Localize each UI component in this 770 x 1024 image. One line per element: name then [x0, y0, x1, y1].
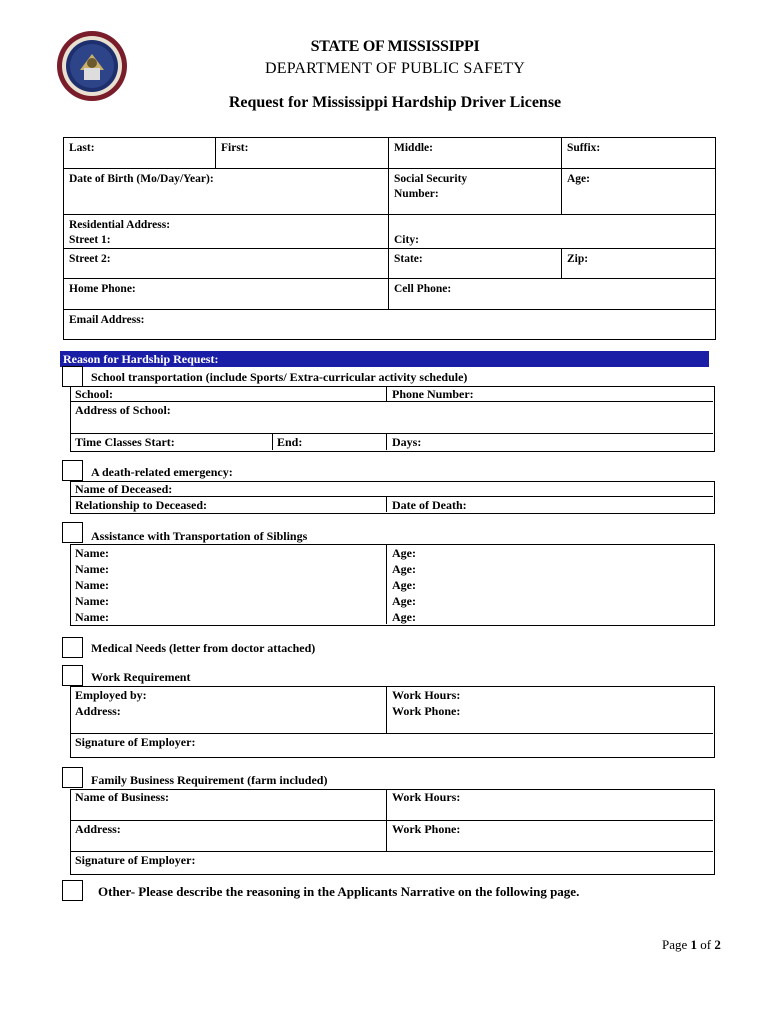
class-days-label[interactable]: Days: — [392, 435, 422, 449]
work-vdivider — [386, 686, 387, 733]
reason-section-header: Reason for Hardship Request: — [60, 351, 709, 367]
first-name-field[interactable] — [216, 138, 389, 169]
page-prefix: Page — [662, 937, 691, 952]
family-business-option: Family Business Requirement (farm included) — [91, 773, 328, 787]
death-date-label[interactable]: Date of Death: — [392, 498, 467, 512]
home-phone-label: Home Phone: — [69, 283, 136, 295]
school-address-label[interactable]: Address of School: — [75, 403, 171, 417]
age-label: Age: — [567, 173, 590, 185]
zip-field[interactable] — [562, 249, 716, 279]
siblings-vdivider — [386, 544, 387, 624]
other-option: Other- Please describe the reasoning in the Applicants Narrative on the following page. — [98, 884, 580, 899]
age-field[interactable] — [562, 169, 716, 215]
death-emergency-checkbox[interactable] — [62, 460, 83, 481]
relationship-label[interactable]: Relationship to Deceased: — [75, 498, 207, 512]
sibling-name-3[interactable]: Name: — [75, 578, 109, 592]
school-transport-checkbox[interactable] — [62, 366, 83, 387]
school-transport-option: School transportation (include Sports/ Extra-curricular activity schedule) — [91, 370, 468, 384]
school-vdivider-2 — [272, 433, 273, 450]
last-name-label: Last: — [69, 142, 95, 154]
sibling-age-3[interactable]: Age: — [392, 578, 416, 592]
city-label: City: — [394, 234, 419, 246]
work-hours-label[interactable]: Work Hours: — [392, 688, 461, 702]
medical-needs-checkbox[interactable] — [62, 637, 83, 658]
sibling-name-5[interactable]: Name: — [75, 610, 109, 624]
middle-name-label: Middle: — [394, 142, 433, 154]
medical-needs-option: Medical Needs (letter from doctor attached) — [91, 641, 316, 655]
business-address-label[interactable]: Address: — [75, 822, 121, 836]
business-hours-label[interactable]: Work Hours: — [392, 790, 461, 804]
dob-field[interactable] — [64, 169, 389, 215]
sibling-age-4[interactable]: Age: — [392, 594, 416, 608]
siblings-checkbox[interactable] — [62, 522, 83, 543]
email-field[interactable] — [64, 310, 716, 340]
street1-field[interactable] — [64, 215, 389, 249]
school-name-label[interactable]: School: — [75, 387, 114, 401]
deceased-name-label[interactable]: Name of Deceased: — [75, 482, 173, 496]
sibling-name-4[interactable]: Name: — [75, 594, 109, 608]
suffix-field[interactable] — [562, 138, 716, 169]
business-name-label[interactable]: Name of Business: — [75, 790, 170, 804]
sibling-name-2[interactable]: Name: — [75, 562, 109, 576]
page-of: of — [697, 937, 715, 952]
sibling-name-1[interactable]: Name: — [75, 546, 109, 560]
employed-by-label[interactable]: Employed by: — [75, 688, 147, 702]
department-title: DEPARTMENT OF PUBLIC SAFETY — [264, 60, 526, 77]
cell-phone-label: Cell Phone: — [394, 283, 452, 295]
suffix-label: Suffix: — [567, 142, 601, 154]
death-vdivider — [386, 496, 387, 512]
zip-label: Zip: — [567, 253, 589, 265]
ssn-field[interactable] — [389, 169, 562, 215]
form-title: Request for Mississippi Hardship Driver License — [228, 94, 562, 111]
state-label: State: — [394, 253, 423, 265]
other-checkbox[interactable] — [62, 880, 83, 901]
state-field[interactable] — [389, 249, 562, 279]
street2-field[interactable] — [64, 249, 389, 279]
business-phone-label[interactable]: Work Phone: — [392, 822, 461, 836]
work-requirement-checkbox[interactable] — [62, 665, 83, 686]
page-current: 1 — [690, 937, 698, 952]
page-total: 2 — [714, 937, 721, 952]
last-name-field[interactable] — [64, 138, 216, 169]
work-address-label[interactable]: Address: — [75, 704, 121, 718]
siblings-option: Assistance with Transportation of Siblings — [91, 529, 308, 543]
school-vdivider-3 — [386, 433, 387, 450]
sibling-age-1[interactable]: Age: — [392, 546, 416, 560]
business-employer-signature-label[interactable]: Signature of Employer: — [75, 853, 196, 867]
email-label: Email Address: — [69, 314, 145, 326]
class-start-label[interactable]: Time Classes Start: — [75, 435, 175, 449]
work-requirement-option: Work Requirement — [91, 670, 191, 684]
street2-label: Street 2: — [69, 253, 111, 265]
residential-address-label: Residential Address: — [69, 219, 171, 231]
sibling-age-5[interactable]: Age: — [392, 610, 416, 624]
work-phone-label[interactable]: Work Phone: — [392, 704, 461, 718]
work-employer-signature-label[interactable]: Signature of Employer: — [75, 735, 196, 749]
death-emergency-option: A death-related emergency: — [91, 465, 233, 479]
page-number — [662, 937, 721, 953]
sibling-age-2[interactable]: Age: — [392, 562, 416, 576]
middle-name-field[interactable] — [389, 138, 562, 169]
school-vdivider-1 — [386, 386, 387, 401]
dob-label: Date of Birth (Mo/Day/Year): — [69, 173, 214, 185]
family-business-checkbox[interactable] — [62, 767, 83, 788]
school-phone-label[interactable]: Phone Number: — [392, 387, 474, 401]
applicant-info-table — [63, 137, 716, 340]
cell-phone-field[interactable] — [389, 279, 716, 310]
ssn-label-2: Number: — [394, 188, 439, 200]
first-name-label: First: — [221, 142, 249, 154]
city-field[interactable] — [389, 215, 716, 249]
class-end-label[interactable]: End: — [277, 435, 303, 449]
home-phone-field[interactable] — [64, 279, 389, 310]
state-title: STATE OF MISSISSIPPI — [310, 38, 480, 55]
family-vdivider — [386, 789, 387, 851]
street1-label: Street 1: — [69, 234, 111, 246]
ssn-label-1: Social Security — [394, 173, 468, 185]
